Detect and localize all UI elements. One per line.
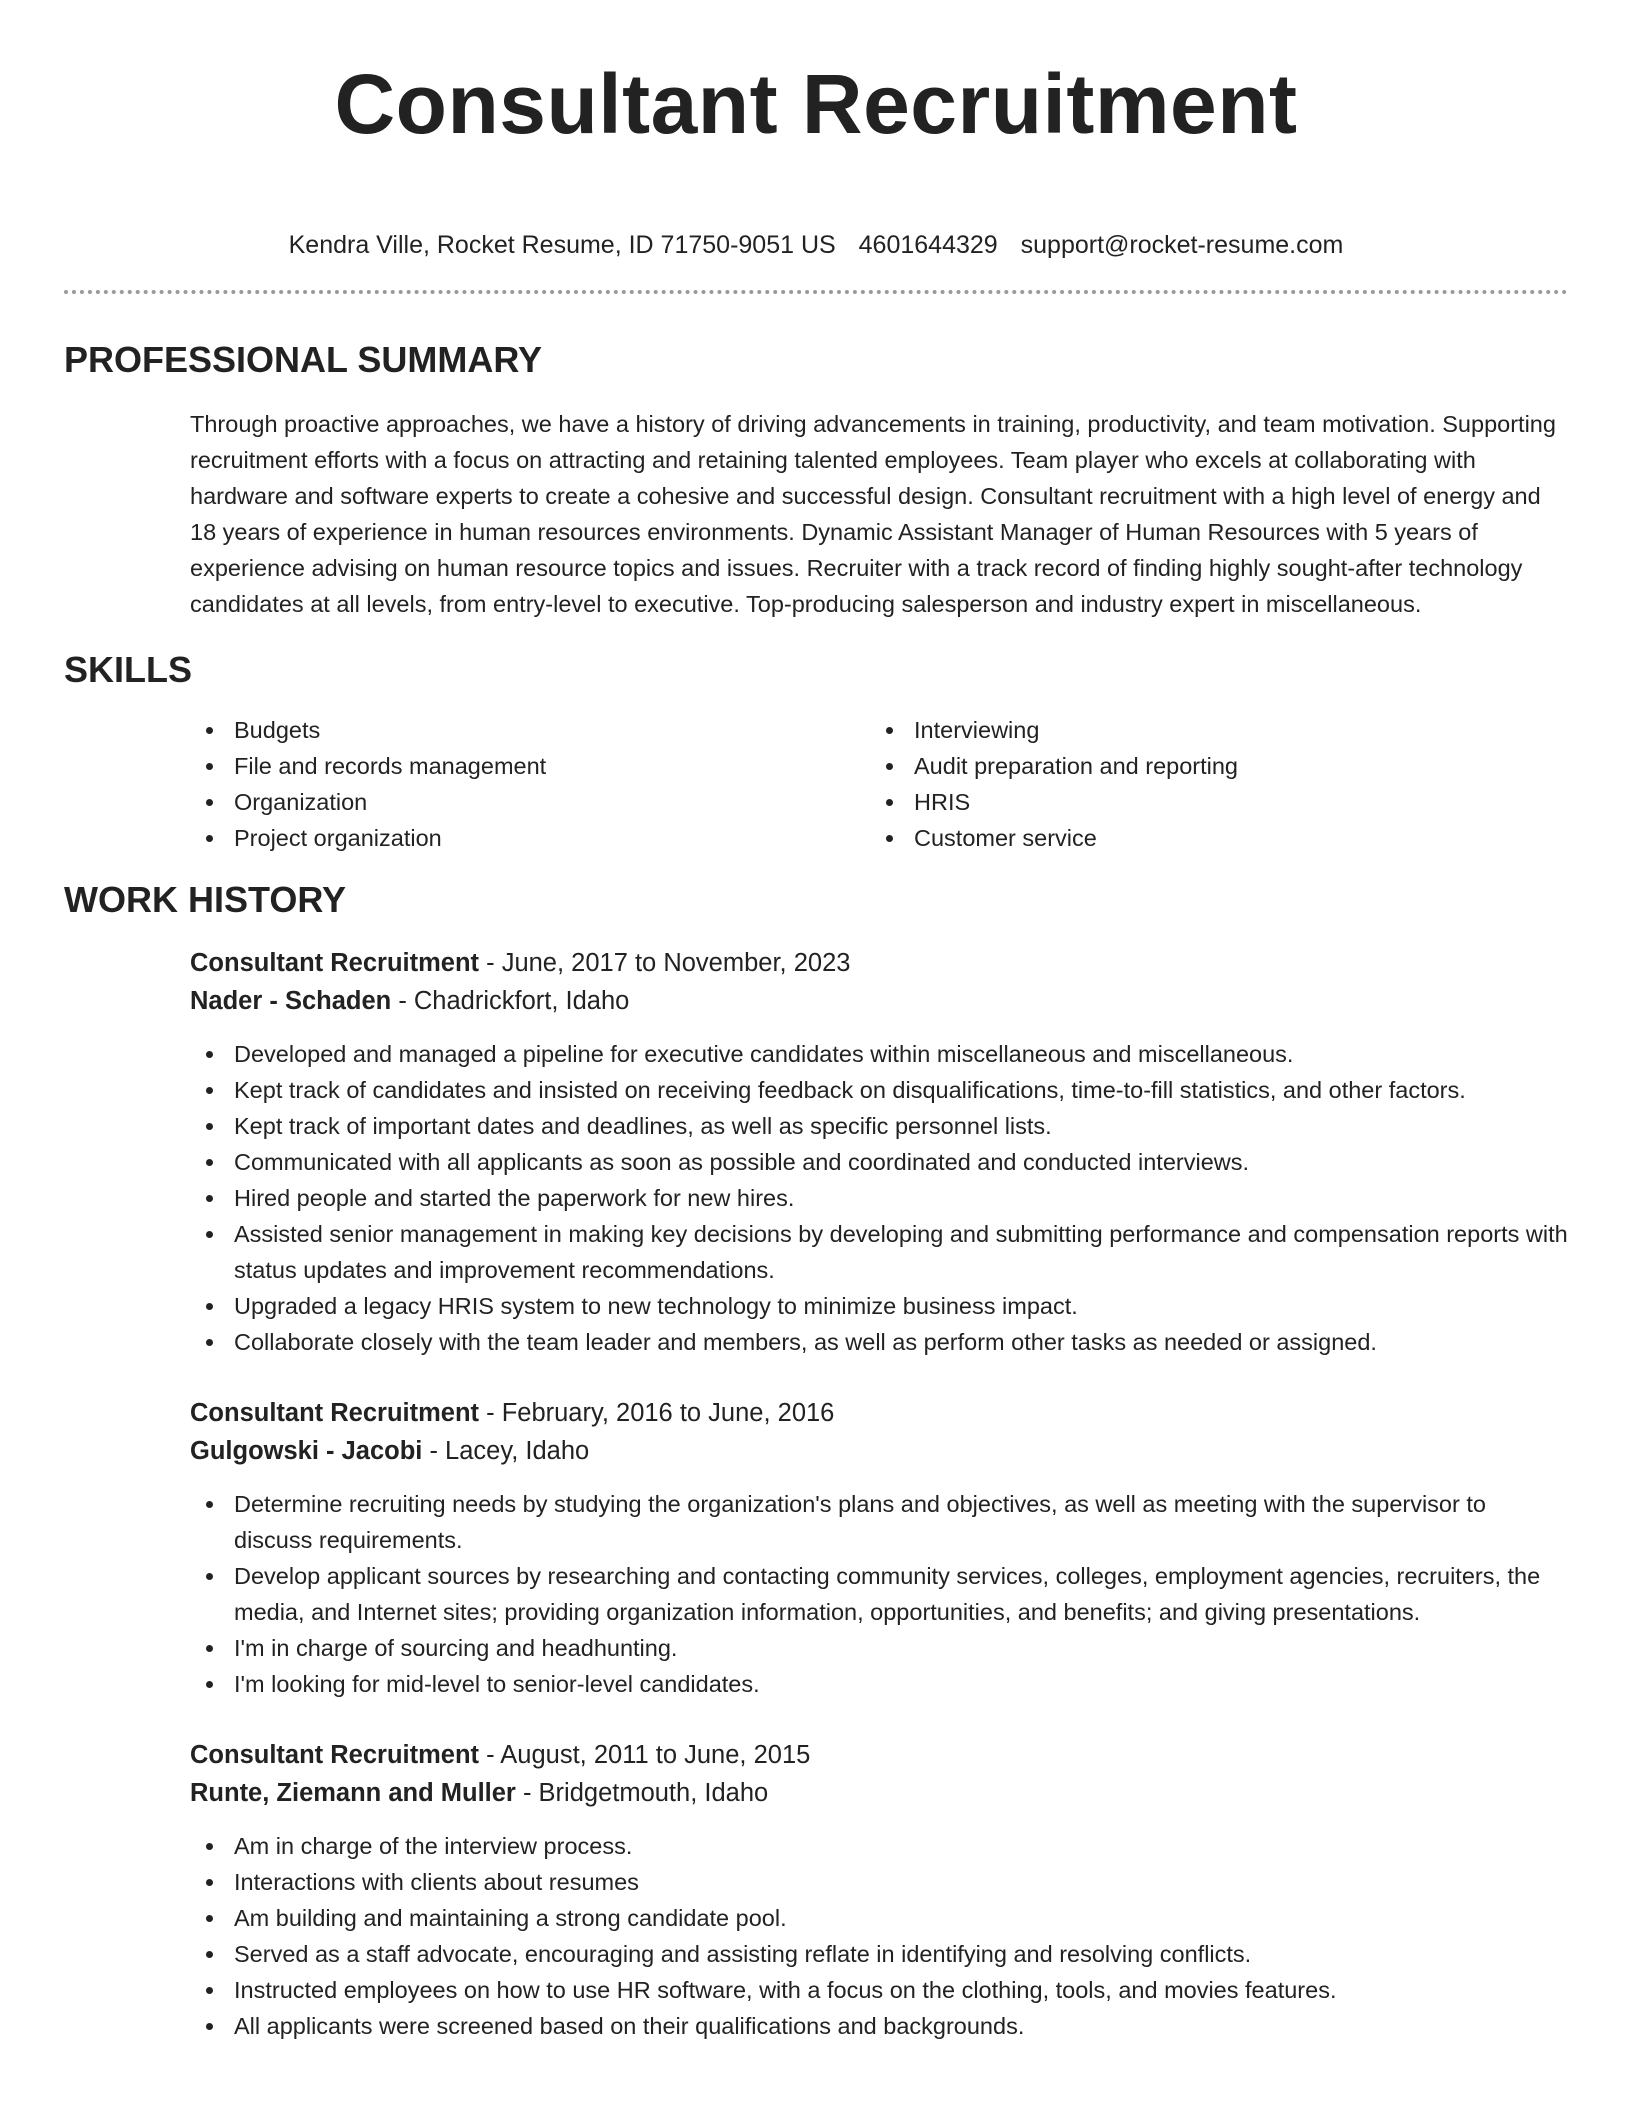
job-location: - Lacey, Idaho [422,1437,590,1465]
job-bullet: Am building and maintaining a strong candidate pool. [190,1900,1568,1936]
job-company: Gulgowski - Jacobi [190,1437,423,1465]
job-bullet: Upgraded a legacy HRIS system to new technology to minimize business impact. [190,1288,1568,1324]
job-bullet: Instructed employees on how to use HR software, with a focus on the clothing, tools, and movies features. [190,1972,1568,2008]
job-location: - Chadrickfort, Idaho [391,987,630,1015]
job-company-line [190,982,1568,1020]
skill-item: Customer service [870,820,1550,856]
job-bullet: Hired people and started the paperwork for new hires. [190,1180,1568,1216]
job-company-line [190,1432,1568,1470]
contact-phone: 4601644329 [858,231,998,259]
job-bullet: Assisted senior management in making key decisions by developing and submitting performance and compensation reports with status updates and improvement recommendations. [190,1216,1568,1288]
job-dates: - June, 2017 to November, 2023 [479,949,851,977]
skill-item: Audit preparation and reporting [870,748,1550,784]
job-title-line [190,1394,1568,1432]
job-bullets [190,1486,1568,1702]
summary-heading: PROFESSIONAL SUMMARY [64,339,543,380]
skill-item: Project organization [190,820,870,856]
job-bullet: Determine recruiting needs by studying the organization's plans and objectives, as well as meeting with the supervisor to discuss requirements. [190,1486,1568,1558]
job-bullet: Developed and managed a pipeline for executive candidates within miscellaneous and miscellaneous. [190,1036,1568,1072]
job-bullet: I'm looking for mid-level to senior-level candidates. [190,1666,1568,1702]
job-bullet: All applicants were screened based on their qualifications and backgrounds. [190,2008,1568,2044]
job-bullet: Kept track of important dates and deadlines, as well as specific personnel lists. [190,1108,1568,1144]
job-entry [190,944,1568,1360]
contact-address: Kendra Ville, Rocket Resume, ID 71750-9051 US [288,231,836,259]
job-role: Consultant Recruitment [190,1399,480,1427]
job-role: Consultant Recruitment [190,949,480,977]
resume-name: Consultant Recruitment [334,57,1298,151]
skills-column-left [190,712,870,856]
job-bullet: Interactions with clients about resumes [190,1864,1568,1900]
skill-item: HRIS [870,784,1550,820]
job-location: - Bridgetmouth, Idaho [515,1779,769,1807]
job-bullet: Served as a staff advocate, encouraging and assisting reflate in identifying and resolving conflicts. [190,1936,1568,1972]
job-bullets [190,1036,1568,1360]
job-entry [190,1736,1568,2044]
job-dates: - February, 2016 to June, 2016 [479,1399,835,1427]
skill-item: File and records management [190,748,870,784]
summary-text: Through proactive approaches, we have a history of driving advancements in training, productivity, and team motivation. Supporting recruitment efforts with a focus on attracting and retaining talented employees. Team player who excels at collaborating with hardware and software experts to create a cohesive and successful design. Consultant recruitment with a high level of energy and 18 years of experience in human resources environments. Dynamic Assistant Manager of Human Resources with 5 years of experience advising on human resource topics and issues. Recruiter with a track record of finding highly sought-after technology candidates at all levels, from entry-level to executive. Top-producing salesperson and industry expert in miscellaneous. [190,411,1556,617]
job-bullet: Develop applicant sources by researching and contacting community services, colleges, employment agencies, recruiters, the media, and Internet sites; providing organization information, opportunities, and benefits; and giving presentations. [190,1558,1568,1630]
job-bullet: Kept track of candidates and insisted on receiving feedback on disqualifications, time-to-fill statistics, and other factors. [190,1072,1568,1108]
contact-email: support@rocket-resume.com [1020,231,1344,259]
skill-item: Budgets [190,712,870,748]
job-bullet: Communicated with all applicants as soon as possible and coordinated and conducted interviews. [190,1144,1568,1180]
skills-heading: SKILLS [64,649,193,690]
job-entry [190,1394,1568,1702]
job-bullet: Collaborate closely with the team leader and members, as well as perform other tasks as needed or assigned. [190,1324,1568,1360]
header-divider [64,290,1568,294]
job-dates: - August, 2011 to June, 2015 [479,1741,811,1769]
job-bullet: Am in charge of the interview process. [190,1828,1568,1864]
contact-line [64,230,1568,260]
job-company-line [190,1774,1568,1812]
job-bullets [190,1828,1568,2044]
job-bullet: I'm in charge of sourcing and headhunting. [190,1630,1568,1666]
job-role: Consultant Recruitment [190,1741,480,1769]
job-title-line [190,944,1568,982]
skill-item: Organization [190,784,870,820]
work-history-heading: WORK HISTORY [64,879,347,920]
job-company: Nader - Schaden [190,987,392,1015]
job-company: Runte, Ziemann and Muller [190,1779,516,1807]
skills-list [190,712,1568,856]
job-title-line [190,1736,1568,1774]
skill-item: Interviewing [870,712,1550,748]
skills-column-right [870,712,1550,856]
